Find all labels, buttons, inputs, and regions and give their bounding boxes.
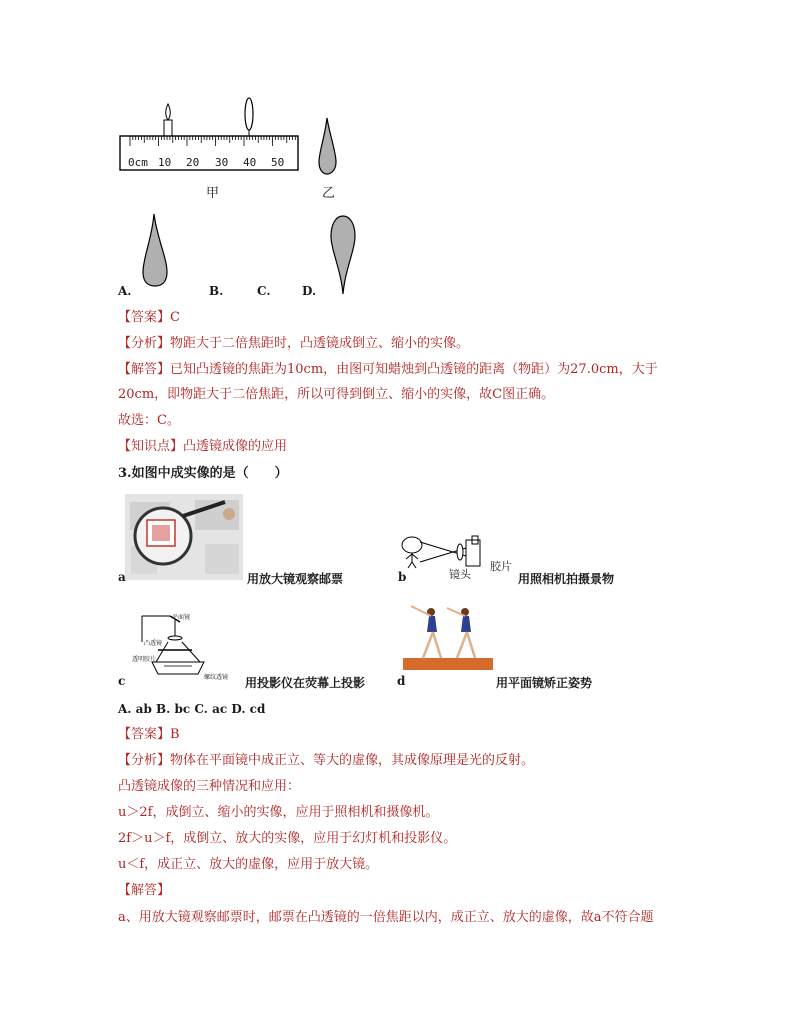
ruler-label-40: 40 (243, 156, 257, 169)
camera-diagram (398, 532, 490, 578)
camera-lens-label: 镜头 (449, 568, 471, 581)
option-a-shape (138, 212, 172, 288)
q3-solution-a: a、用放大镜观察邮票时，邮票在凸透镜的一倍焦距以内，成正立、放大的虚像，故a不符合题 (118, 910, 654, 925)
answer-tag: 【答案】 (118, 310, 171, 325)
magnifier-stamp-image (125, 494, 243, 580)
option-d-shape (326, 212, 360, 296)
ruler-label-0: 0cm (128, 156, 148, 169)
item-a-letter: a (118, 570, 126, 584)
projector-slide-label: 透明胶片 (132, 656, 157, 663)
item-d-caption: 用平面镜矫正姿势 (496, 676, 593, 690)
q3-answer-tag: 【答案】 (118, 727, 171, 742)
ruler-label-50: 50 (271, 156, 285, 169)
q3-rules-title: 凸透镜成像的三种情况和应用： (118, 779, 301, 794)
projector-mirror-label: 平面镜 (172, 614, 191, 621)
item-b-letter: b (398, 570, 407, 584)
q2-conclusion: 故选：C。 (118, 413, 180, 428)
option-a-label: A. (118, 284, 132, 298)
figure-label-jia: 甲 (206, 186, 220, 201)
figure-label-yi: 乙 (322, 186, 336, 201)
option-c-label: C. (257, 284, 271, 298)
item-c-letter: c (118, 674, 126, 688)
analysis-tag: 【分析】 (118, 336, 171, 351)
q2-answer (118, 310, 180, 326)
q2-solution-line1 (118, 362, 658, 378)
q2-solution-line2: 20cm，即物距大于二倍焦距，所以可得到倒立、缩小的实像，故C图正确。 (118, 387, 555, 402)
q3-rule-2: 2f＞u＞f，成倒立、放大的实像，应用于幻灯机和投影仪。 (118, 831, 457, 846)
q3-answer (118, 727, 180, 743)
q2-knowledge (118, 439, 287, 455)
q3-analysis-text: 物体在平面镜中成正立、等大的虚像，其成像原理是光的反射。 (170, 753, 535, 768)
item-b-caption: 用照相机拍摄景物 (518, 572, 615, 586)
q3-answer-value: B (170, 727, 180, 742)
knowledge-text: 凸透镜成像的应用 (183, 439, 288, 454)
option-b-label: B. (209, 284, 224, 298)
q3-solution-tag: 【解答】 (118, 883, 171, 898)
dancer-right (447, 608, 475, 658)
analysis-text: 物距大于二倍焦距时，凸透镜成倒立、缩小的实像。 (170, 336, 470, 351)
item-a-caption: 用放大镜观察邮票 (247, 572, 344, 586)
q2-analysis (118, 336, 469, 352)
projector-condenser-label: 螺纹透镜 (204, 674, 229, 681)
solution-tag: 【解答】 (118, 362, 171, 377)
camera-film-label: 胶片 (490, 560, 512, 573)
projector-lens-label: 凸透镜 (144, 640, 163, 647)
ruler-label-20: 20 (186, 156, 200, 169)
dancer-left (411, 606, 441, 658)
q3-analysis (118, 753, 534, 769)
candle-icon (164, 104, 172, 136)
ruler-label-30: 30 (215, 156, 229, 169)
knowledge-tag: 【知识点】 (118, 439, 184, 454)
item-d-letter: d (397, 674, 406, 688)
ruler-labels (118, 156, 303, 170)
q3-question: 3.如图中成实像的是（ ） (118, 466, 288, 481)
q3-choices: A. ab B. bc C. ac D. cd (118, 702, 266, 716)
dancers-mirror-image (403, 602, 493, 670)
ruler-label-10: 10 (158, 156, 172, 169)
q3-rule-1: u＞2f，成倒立、缩小的实像，应用于照相机和摄像机。 (118, 805, 439, 820)
q3-analysis-tag: 【分析】 (118, 753, 171, 768)
option-d-label: D. (302, 284, 317, 298)
item-c-caption: 用投影仪在荧幕上投影 (245, 676, 366, 690)
flame-shape-yi (316, 116, 340, 176)
convex-lens-icon (245, 98, 253, 130)
solution-text-1: 已知凸透镜的焦距为10cm，由图可知蜡烛到凸透镜的距离（物距）为27.0cm，大于 (170, 362, 658, 377)
answer-value: C (170, 310, 180, 325)
q3-rule-3: u＜f，成正立、放大的虚像，应用于放大镜。 (118, 857, 379, 872)
